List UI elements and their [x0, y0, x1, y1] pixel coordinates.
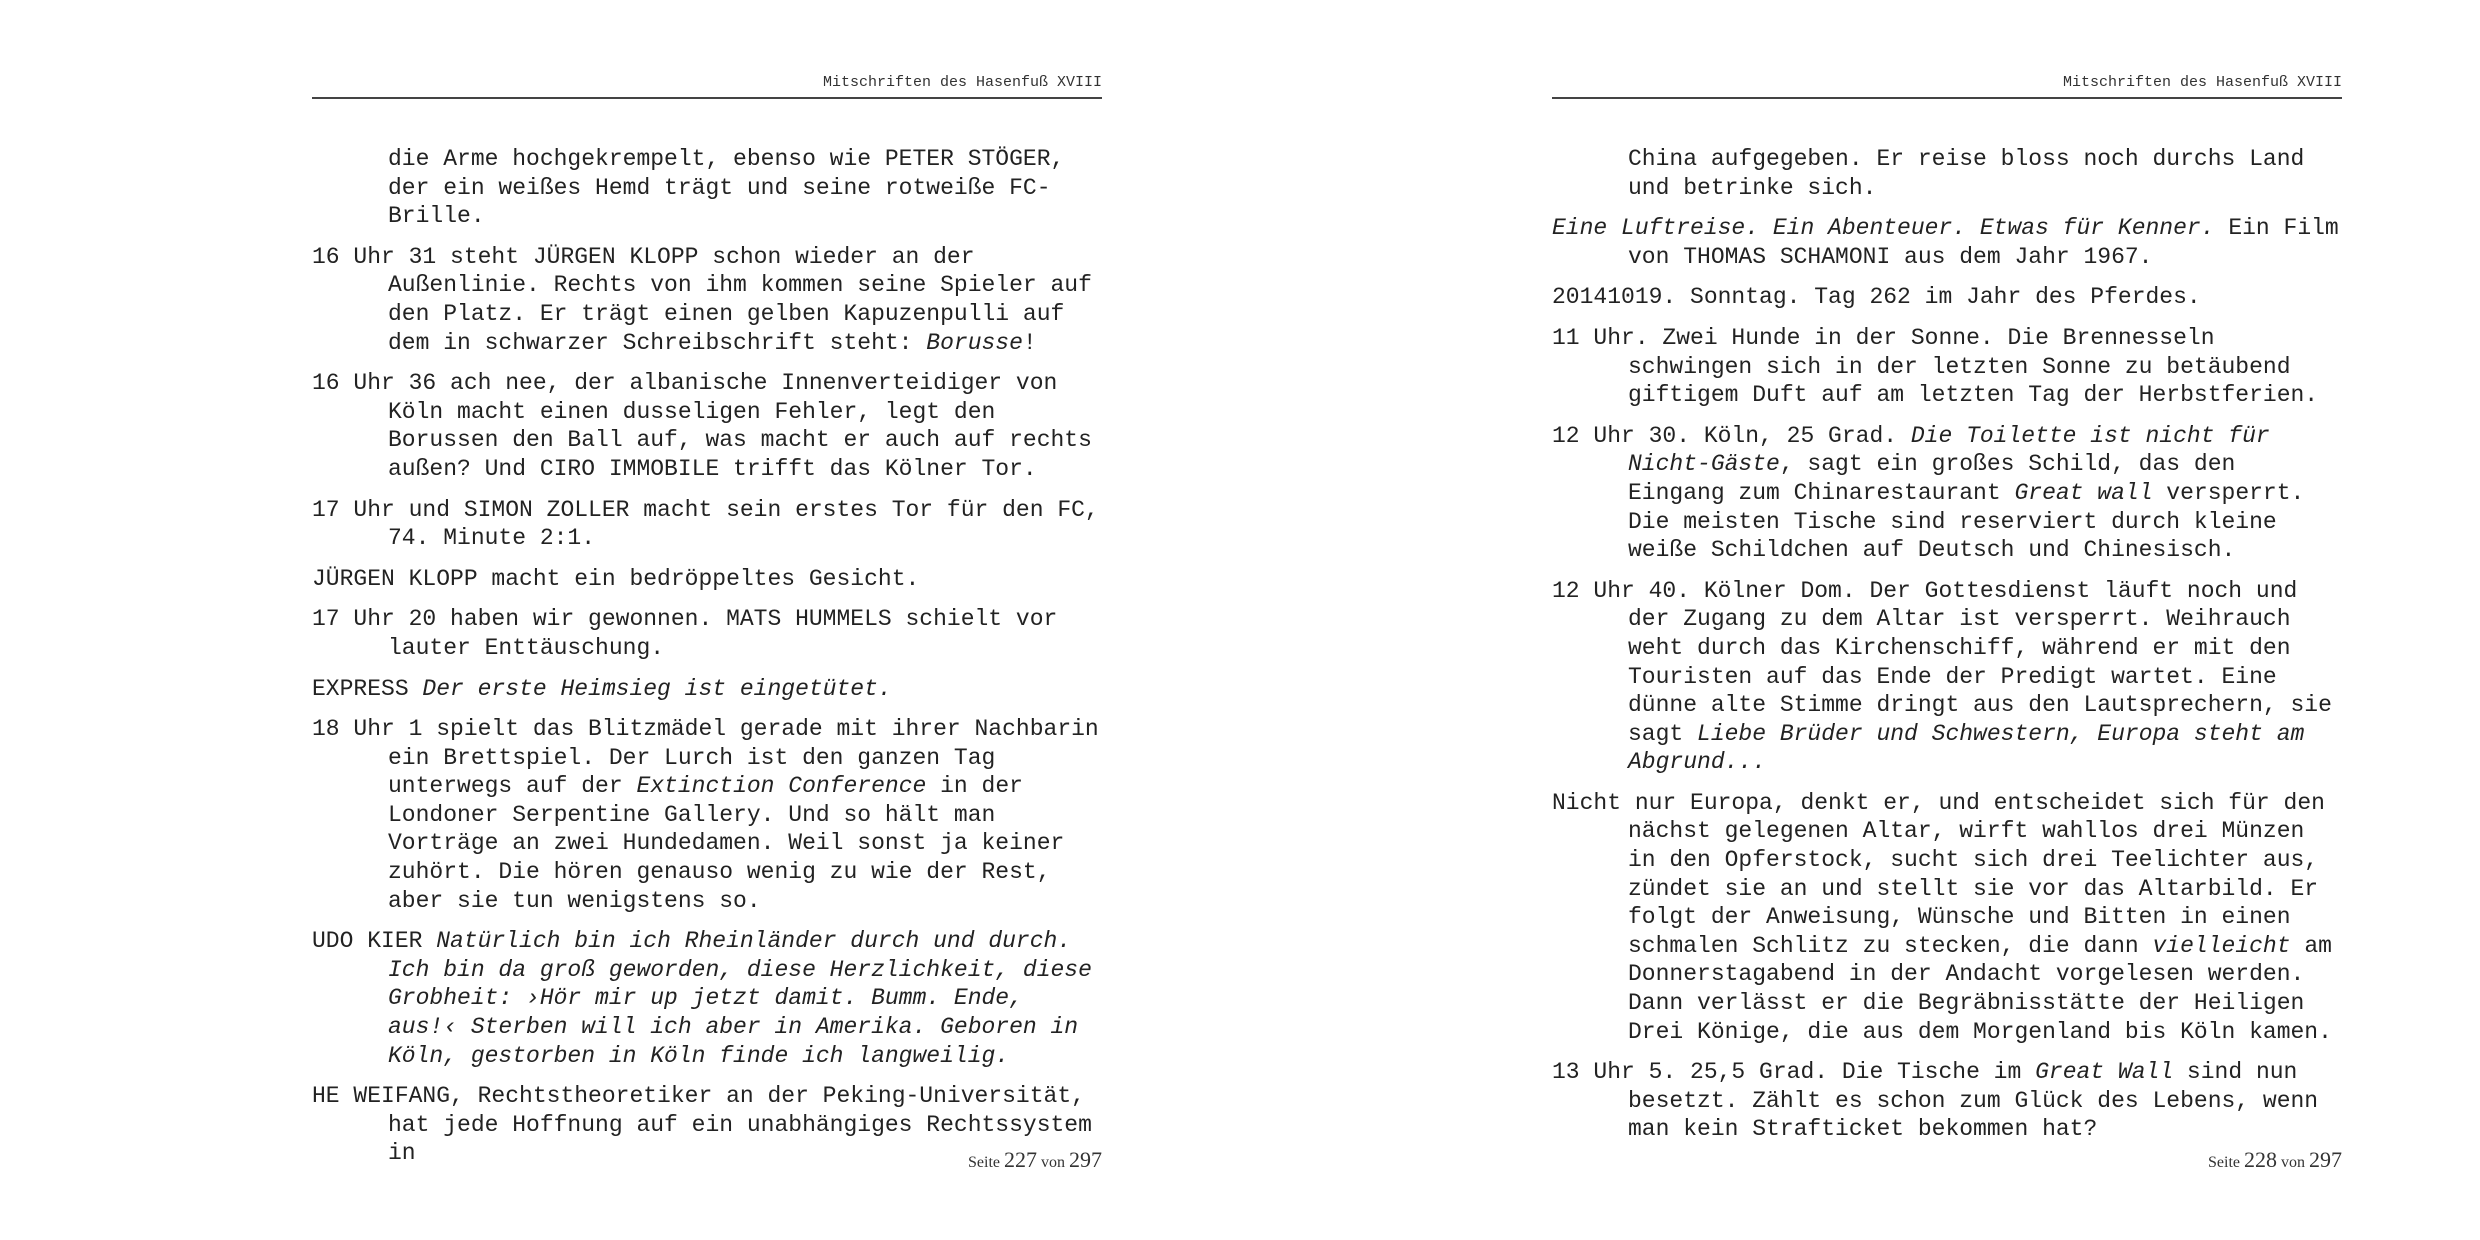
header-rule — [312, 97, 1102, 99]
paragraph: 16 Uhr 36 ach nee, der albanische Innenverteidiger von Köln macht einen dusseligen Fehler, legt den Borussen den Ball auf, was macht er auch auf rechts außen? Und CIRO IMMOBILE trifft das Kölner Tor. — [312, 370, 1092, 482]
footer-seite: Seite — [2208, 1154, 2240, 1171]
footer-seite: Seite — [968, 1154, 1000, 1171]
paragraph: EXPRESS Der erste Heimsieg ist eingetütet. — [312, 675, 892, 702]
paragraph: 16 Uhr 31 steht JÜRGEN KLOPP schon wieder an der Außenlinie. Rechts von ihm kommen seine Spieler auf den Platz. Er trägt einen gelben Kapuzenpulli auf dem in schwarzer Schreibschrift steht: Borusse! — [312, 243, 1092, 356]
paragraph: Nicht nur Europa, denkt er, und entscheidet sich für den nächst gelegenen Altar, wirft wahllos drei Münzen in den Opferstock, sucht sich drei Teelichter aus, zündet sie an und stellt sie vor das Altarbild. Er folgt der Anweisung, Wünsche und Bitten in einen schmalen Schlitz zu stecken, die dann vielleicht am Donnerstagabend in der Andacht vorgelesen werden. Dann verlässt er die Begräbnisstätte der Heiligen Drei Könige, die aus dem Morgenland bis Köln kamen. — [1552, 789, 2332, 1045]
paragraph: 17 Uhr 20 haben wir gewonnen. MATS HUMMELS schielt vor lauter Enttäuschung. — [312, 606, 1058, 661]
page-number: 227 — [1004, 1147, 1037, 1172]
page-number: 228 — [2244, 1147, 2277, 1172]
page-body — [312, 145, 1102, 1180]
page-footer — [1552, 1147, 2342, 1177]
paragraph: 18 Uhr 1 spielt das Blitzmädel gerade mit ihrer Nachbarin ein Brettspiel. Der Lurch ist den ganzen Tag unterwegs auf der Extinction Conference in der Londoner Serpentine Gallery. Und so hält man Vorträge an zwei Hundedamen. Weil sonst ja keiner zuhört. Die hören genauso wenig zu wie der Rest, aber sie tun wenigstens so. — [312, 716, 1099, 914]
paragraph: 20141019. Sonntag. Tag 262 im Jahr des Pferdes. — [1552, 284, 2201, 311]
paragraph: UDO KIER Natürlich bin ich Rheinländer durch und durch. Ich bin da groß geworden, diese Herzlichkeit, diese Grobheit: ›Hör mir up jetzt damit. Bumm. Ende, aus!‹ Sterben will ich aber in Amerika. Geboren in Köln, gestorben in Köln finde ich langweilig. — [312, 928, 1092, 1069]
paragraph: 17 Uhr und SIMON ZOLLER macht sein erstes Tor für den FC, 74. Minute 2:1. — [312, 496, 1099, 552]
page-total: 297 — [2309, 1147, 2342, 1172]
page-body — [1552, 145, 2342, 1156]
paragraph: 13 Uhr 5. 25,5 Grad. Die Tische im Great Wall sind nun besetzt. Zählt es schon zum Glück des Lebens, wenn man kein Strafticket bekommen hat? — [1552, 1059, 2319, 1143]
paragraph: HE WEIFANG, Rechtstheoretiker an der Peking-Universität, hat jede Hoffnung auf ein unabhängiges Rechtssystem in — [312, 1083, 1092, 1167]
footer-von: von — [1041, 1154, 1065, 1171]
paragraph: JÜRGEN KLOPP macht ein bedröppeltes Gesicht. — [312, 565, 920, 592]
paragraph: Eine Luftreise. Ein Abenteuer. Etwas für Kenner. Ein Film von THOMAS SCHAMONI aus dem Jahr 1967. — [1552, 215, 2339, 270]
paragraph: 11 Uhr. Zwei Hunde in der Sonne. Die Brennesseln schwingen sich in der letzten Sonne zu betäubend giftigem Duft auf am letzten Tag der Herbstferien. — [1552, 324, 2319, 409]
left-page — [200, 0, 1200, 1240]
page-total: 297 — [1069, 1147, 1102, 1172]
footer-von: von — [2281, 1154, 2305, 1171]
page-footer — [312, 1147, 1102, 1177]
running-header: Mitschriften des Hasenfuß XVIII — [822, 74, 1102, 91]
right-page — [1440, 0, 2440, 1240]
paragraph: die Arme hochgekrempelt, ebenso wie PETER STÖGER, der ein weißes Hemd trägt und seine rotweiße FC-Brille. — [388, 146, 1065, 230]
paragraph: 12 Uhr 30. Köln, 25 Grad. Die Toilette ist nicht für Nicht-Gäste, sagt ein großes Schild, das den Eingang zum Chinarestaurant Great wall versperrt. Die meisten Tische sind reserviert durch kleine weiße Schildchen auf Deutsch und Chinesisch. — [1552, 422, 2305, 564]
paragraph: 12 Uhr 40. Kölner Dom. Der Gottesdienst läuft noch und der Zugang zu dem Altar ist versperrt. Weihrauch weht durch das Kirchenschiff, während er mit den Touristen auf das Ende der Predigt wartet. Eine dünne alte Stimme dringt aus den Lautsprechern, sie sagt Liebe Brüder und Schwestern, Europa steht am Abgrund... — [1552, 577, 2332, 776]
paragraph: China aufgegeben. Er reise bloss noch durchs Land und betrinke sich. — [1628, 146, 2305, 201]
header-rule — [1552, 97, 2342, 99]
running-header: Mitschriften des Hasenfuß XVIII — [2062, 74, 2342, 91]
